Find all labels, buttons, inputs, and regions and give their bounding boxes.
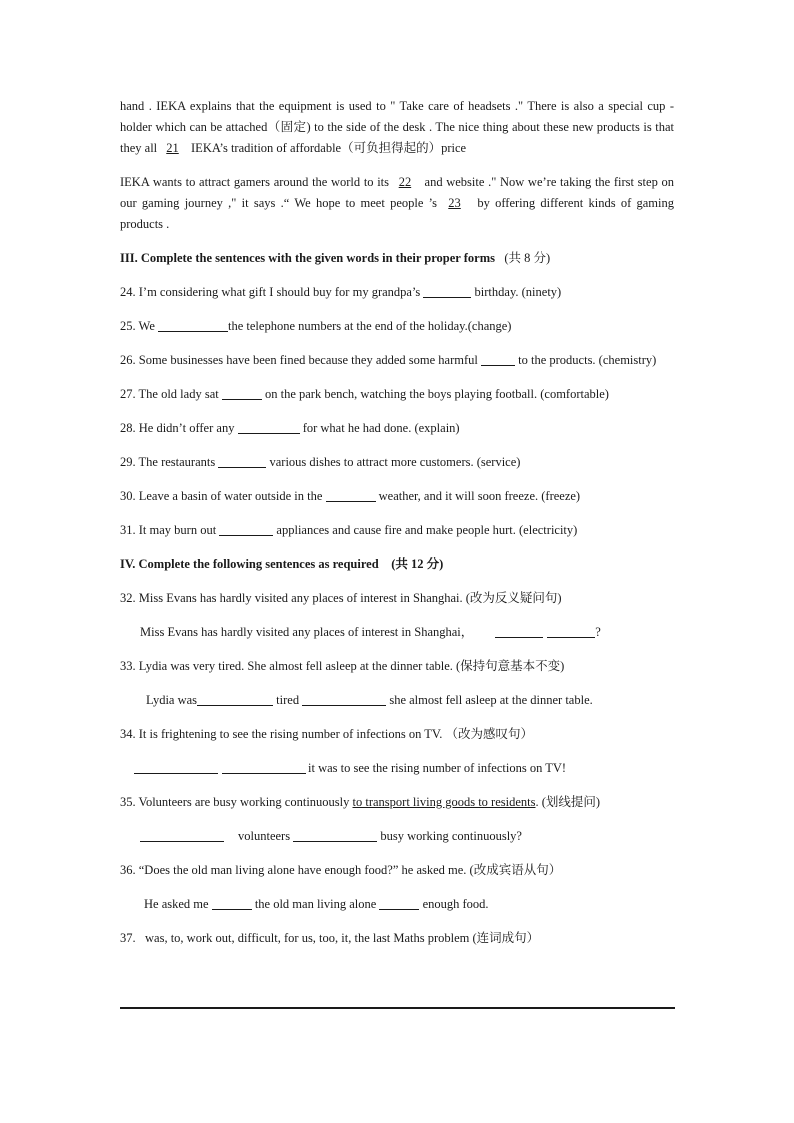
answer-blank[interactable] [158,318,228,332]
answer-blank[interactable] [481,352,515,366]
question-28: 28. He didn’t offer any for what he had done. (explain) [120,421,460,435]
answer-blank[interactable] [218,454,266,468]
question-25: 25. We the telephone numbers at the end of the holiday.(change) [120,319,512,333]
answer-line[interactable] [120,1007,675,1009]
answer-blank[interactable] [222,386,262,400]
question-36-answer: He asked me the old man living alone enough food. [144,897,489,911]
passage-paragraph-1: hand . IEKA explains that the equipment is used to " Take care of headsets ." There is also a special cup - holder which can be attached（固定) to the side of the desk . The nice thing about these new products is that they all 21 IEKA’s tradition of affordable（可负担得起的）price [120,99,674,155]
question-26: 26. Some businesses have been fined because they added some harmful to the products. (chemistry) [120,353,657,367]
blank-23[interactable]: 23 [448,196,461,210]
blank-21[interactable]: 21 [166,141,179,155]
answer-blank[interactable] [238,420,300,434]
question-34-prompt: 34. It is frightening to see the rising number of infections on TV. （改为感叹句） [120,727,534,741]
blank-22[interactable]: 22 [398,175,412,189]
section-3-heading: III. Complete the sentences with the given words in their proper forms (共 8 分) [120,251,551,265]
question-34-answer: it was to see the rising number of infections on TV! [120,758,674,779]
question-32-prompt: 32. Miss Evans has hardly visited any places of interest in Shanghai. (改为反义疑问句) [120,591,562,605]
question-36-prompt: 36. “Does the old man living alone have enough food?” he asked me. (改成宾语从句） [120,863,562,877]
question-33-prompt: 33. Lydia was very tired. She almost fell asleep at the dinner table. (保持句意基本不变) [120,659,565,673]
answer-blank[interactable] [219,522,273,536]
answer-blank[interactable] [222,760,306,774]
answer-blank[interactable] [326,488,376,502]
passage-paragraph-2: IEKA wants to attract gamers around the world to its 22 and website ." Now we’re taking the first step on our gaming journey ," it says .“ We hope to meet people ’s 23 by offering different kinds of gaming products . [120,175,674,231]
answer-blank[interactable] [547,624,595,638]
answer-blank[interactable] [140,828,224,842]
question-30: 30. Leave a basin of water outside in the weather, and it will soon freeze. (freeze) [120,489,581,503]
answer-blank[interactable] [197,692,273,706]
worksheet-content [120,96,674,962]
answer-blank[interactable] [212,896,252,910]
answer-blank[interactable] [495,624,543,638]
answer-blank[interactable] [134,760,218,774]
question-31: 31. It may burn out appliances and cause fire and make people hurt. (electricity) [120,523,578,537]
question-32-answer: Miss Evans has hardly visited any places of interest in Shanghai， ? [140,625,601,639]
answer-blank[interactable] [423,284,471,298]
question-37-prompt: 37. was, to, work out, difficult, for us, too, it, the last Maths problem (连词成句） [120,931,540,945]
question-35-prompt: 35. Volunteers are busy working continuously to transport living goods to residents. (划线提问) [120,795,601,809]
answer-blank[interactable] [293,828,377,842]
question-24: 24. I’m considering what gift I should buy for my grandpa’s birthday. (ninety) [120,285,562,299]
section-4-heading: IV. Complete the following sentences as required (共 12 分) [120,557,444,571]
answer-blank[interactable] [302,692,386,706]
question-35-answer: volunteers busy working continuously? [120,826,674,847]
question-27: 27. The old lady sat on the park bench, watching the boys playing football. (comfortable) [120,387,609,401]
question-29: 29. The restaurants various dishes to attract more customers. (service) [120,455,521,469]
answer-blank[interactable] [379,896,419,910]
question-33-answer: Lydia was tired she almost fell asleep at the dinner table. [146,693,593,707]
